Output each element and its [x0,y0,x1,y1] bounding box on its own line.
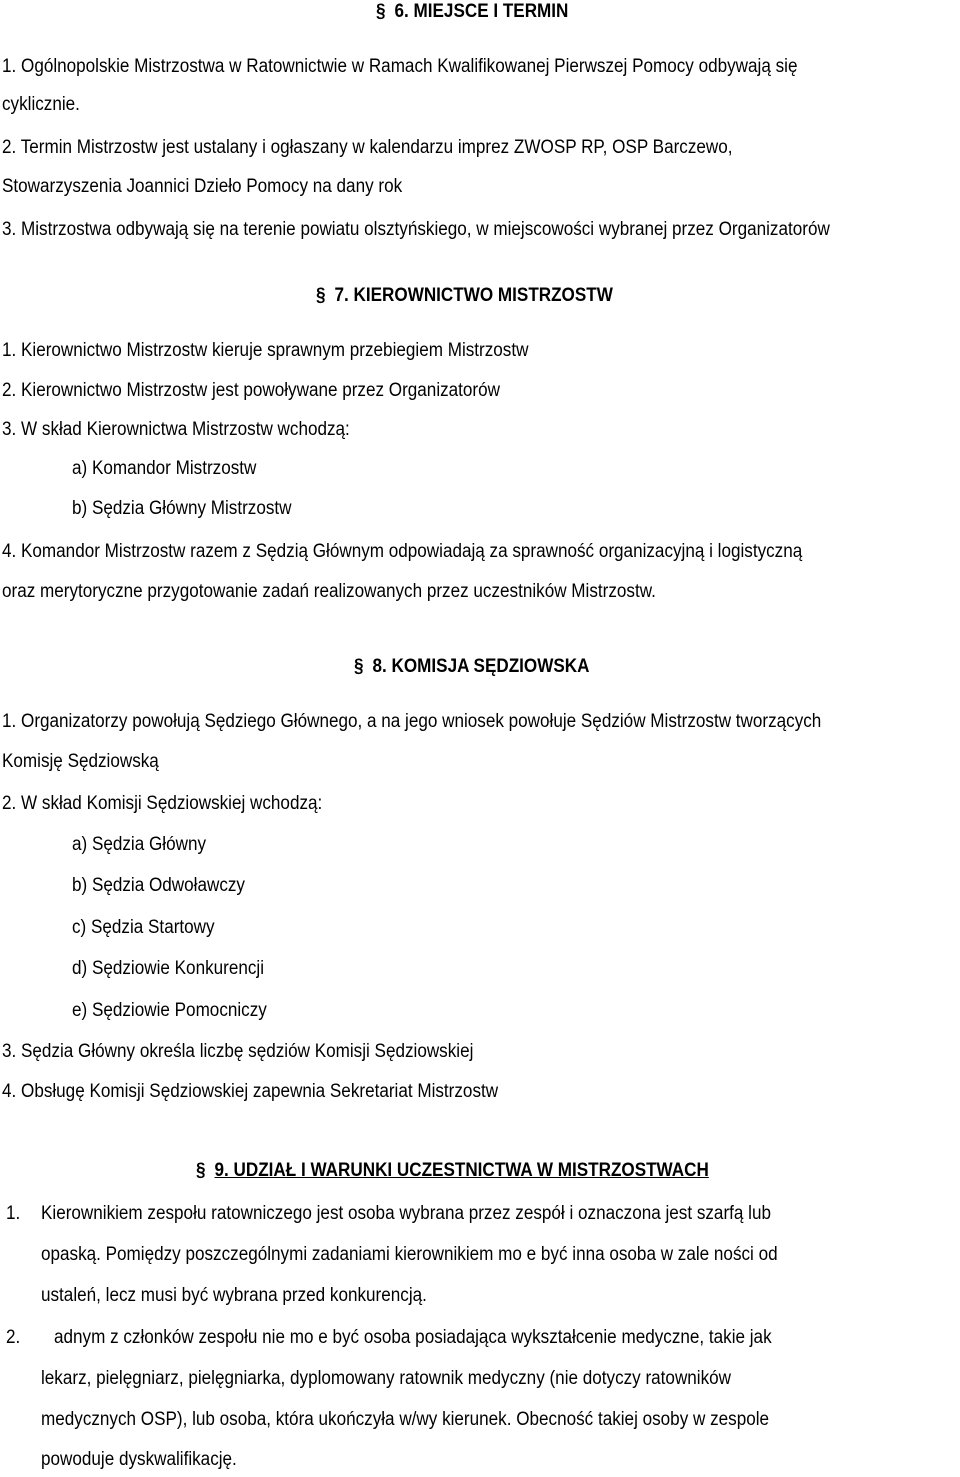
list-item: a) Komandor Mistrzostw [72,458,257,479]
paragraph-line: Kierownikiem zespołu ratowniczego jest osoba wybrana przez zespół i oznaczona jest szarfą lub [41,1203,771,1224]
paragraph-line: 3. Mistrzostwa odbywają się na terenie powiatu olsztyńskiego, w miejscowości wybranej przez Organizatorów [2,219,830,240]
list-item: b) Sędzia Główny Mistrzostw [72,498,292,519]
list-item: d) Sędziowie Konkurencji [72,958,265,979]
section-symbol: § [316,285,326,306]
section-title: 8. KOMISJA SĘDZIOWSKA [372,656,590,677]
paragraph-line: medycznych OSP), lub osoba, która ukończyła w/wy kierunek. Obecność takiej osoby w zespole [41,1409,770,1430]
paragraph-line: 4. Obsługę Komisji Sędziowskiej zapewnia Sekretariat Mistrzostw [2,1081,499,1102]
section-heading-9 [196,1159,709,1183]
section-symbol: § [196,1160,206,1181]
item-number: 2. [6,1327,21,1348]
section-symbol: § [376,1,386,22]
paragraph-line: 2. W skład Komisji Sędziowskiej wchodzą: [2,793,323,814]
section-title: 9. UDZIAŁ I WARUNKI UCZESTNICTWA W MISTRZOSTWACH [214,1160,709,1181]
section-title: 7. KIEROWNICTWO MISTRZOSTW [334,285,613,306]
section-heading-6 [376,0,568,24]
paragraph-line: ustaleń, lecz musi być wybrana przed konkurencją. [41,1285,427,1306]
list-item: b) Sędzia Odwoławczy [72,875,245,896]
section-symbol: § [354,656,364,677]
paragraph-line: 1. Organizatorzy powołują Sędziego Głównego, a na jego wniosek powołuje Sędziów Mistrzostw tworzących [2,711,822,732]
paragraph-line: oraz merytoryczne przygotowanie zadań realizowanych przez uczestników Mistrzostw. [2,581,656,602]
paragraph-line: cyklicznie. [2,94,80,115]
paragraph-line: 3. Sędzia Główny określa liczbę sędziów Komisji Sędziowskiej [2,1041,474,1062]
paragraph-line: Komisję Sędziowską [2,751,159,772]
paragraph-line: 1. Ogólnopolskie Mistrzostwa w Ratownictwie w Ramach Kwalifikowanej Pierwszej Pomocy odbywają się [2,56,798,77]
paragraph-line: 3. W skład Kierownictwa Mistrzostw wchodzą: [2,419,350,440]
paragraph-line: lekarz, pielęgniarz, pielęgniarka, dyplomowany ratownik medyczny (nie dotyczy ratowników [41,1368,732,1389]
paragraph-line: Stowarzyszenia Joannici Dzieło Pomocy na dany rok [2,176,403,197]
list-item: e) Sędziowie Pomocniczy [72,1000,267,1021]
list-item: c) Sędzia Startowy [72,917,215,938]
section-title: 6. MIEJSCE I TERMIN [394,1,569,22]
paragraph-line: 4. Komandor Mistrzostw razem z Sędzią Głównym odpowiadają za sprawność organizacyjną i logistyczną [2,541,803,562]
paragraph-line: 2. Kierownictwo Mistrzostw jest powoływane przez Organizatorów [2,380,500,401]
list-item: a) Sędzia Główny [72,834,207,855]
paragraph-line: adnym z członków zespołu nie mo e być osoba posiadająca wykształcenie medyczne, takie jak [54,1327,772,1348]
section-heading-8 [354,655,589,679]
paragraph-line: powoduje dyskwalifikację. [41,1449,237,1470]
paragraph-line: 1. Kierownictwo Mistrzostw kieruje sprawnym przebiegiem Mistrzostw [2,340,529,361]
paragraph-line: 2. Termin Mistrzostw jest ustalany i ogłaszany w kalendarzu imprez ZWOSP RP, OSP Barczewo, [2,137,733,158]
item-number: 1. [6,1203,21,1224]
paragraph-line: opaską. Pomiędzy poszczególnymi zadaniami kierownikiem mo e być inna osoba w zale ności od [41,1244,778,1265]
section-heading-7 [316,284,613,308]
